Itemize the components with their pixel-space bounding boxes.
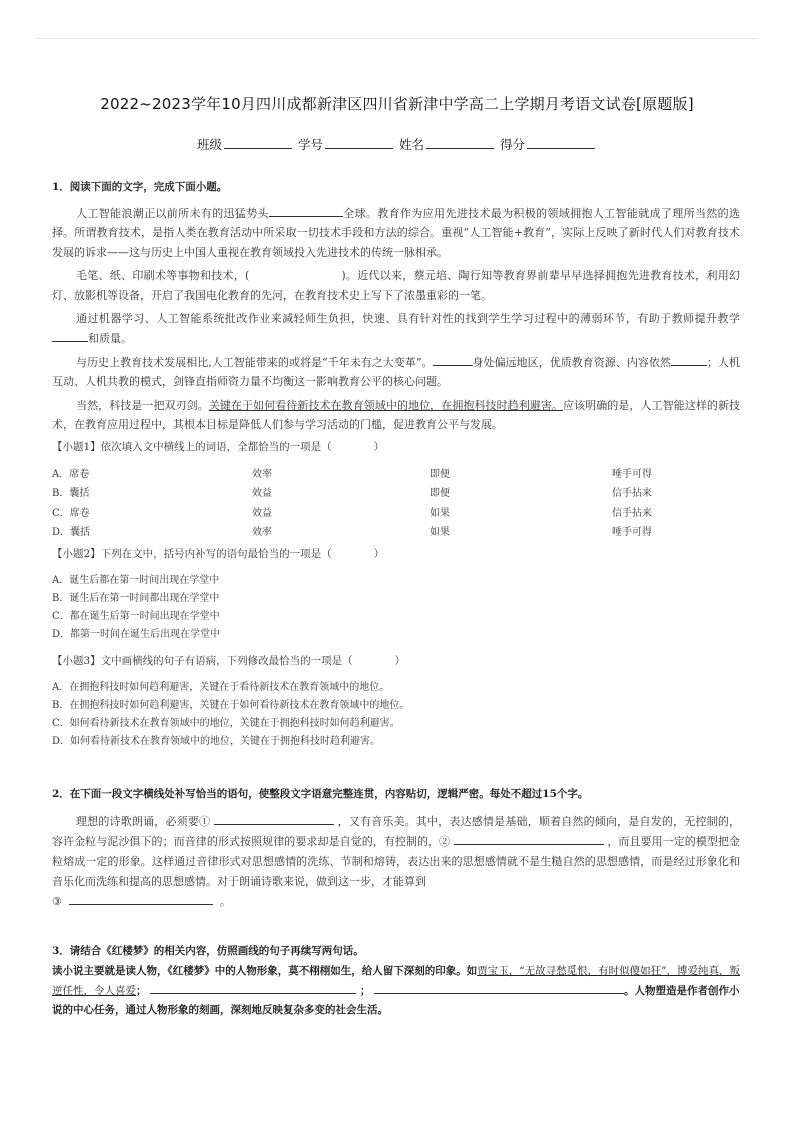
q3-underlined-example: 贾宝玉，“无故寻愁觅恨，有时似傻如狂”，博爱纯真，叛逆任性，令人喜	[52, 964, 740, 997]
q1-p4-text-c: ；人机互动、人机共教的模式，剑锋直指师资力量不均衡这一影响教育公平的核心问题。	[52, 355, 740, 389]
option-cell: 唾手可得	[612, 527, 652, 538]
option-row[interactable]	[52, 465, 652, 485]
option-cell: 效率	[252, 527, 272, 538]
option-cell: 如果	[430, 527, 450, 538]
option-cell: 效率	[252, 468, 272, 480]
option-cell: 如果	[430, 507, 450, 519]
id-label: 学号	[297, 137, 323, 152]
q1-subquestion-3	[52, 652, 740, 751]
option-cell: 即便	[430, 488, 450, 499]
q3-text-a: 读小说主要就是读人物，《红楼梦》中的人物形象，莫不栩栩如生，给人留下深刻的印象。如	[52, 964, 478, 977]
question-2-heading: 2．在下面一段文字横线处补写恰当的语句，使整段文字语意完整连贯，内容贴切，逻辑严密。每处不超过15个字。	[52, 788, 589, 800]
option-row[interactable]	[52, 484, 652, 504]
student-info-line	[0, 135, 794, 153]
name-label: 姓名	[398, 137, 424, 152]
score-label: 得分	[499, 137, 525, 152]
q1-p4-text-a: 与历史上教育技术发展相比,人工智能带来的或将是“千年未有之大变革”。	[76, 355, 433, 369]
q1-paragraph-4	[52, 353, 740, 392]
q1-blank-3[interactable]	[433, 353, 473, 366]
q1-p3-text-b: 和质量。	[88, 332, 132, 346]
q1-p1-text-b: 全球。教育作为应用先进技术最为积极的领域拥抱人工智能就成了理所当然的选择。所谓教育技术，是指人类在教育活动中所采取一切技术手段和方法的综合。重视“人工智能+教育”，实际上反映了新时代人们对教育技术发展的诉求——这与历史上中国人重视在教育领域投入先进技术的传统一脉相承。	[52, 206, 741, 259]
sub2-prompt: 【小题2】下列在文中，括号内补写的语句最恰当的一项是（ ）	[52, 548, 385, 560]
q2-last-line	[52, 892, 740, 912]
name-blank[interactable]	[426, 136, 494, 149]
sub1-prompt: 【小题1】依次填入文中横线上的词语，全都恰当的一项是（ ）	[52, 441, 385, 453]
question-3	[52, 942, 740, 1020]
option-cell: 唾手可得	[612, 468, 652, 480]
question-1-heading: 1．阅读下面的文字，完成下面小题。	[52, 181, 228, 193]
q1-paragraph-5	[52, 396, 740, 435]
sub3-prompt: 【小题3】文中画横线的句子有语病，下列修改最恰当的一项是（ ）	[52, 655, 406, 667]
q3-body	[52, 962, 740, 1020]
id-blank[interactable]	[325, 136, 393, 149]
option-cell: B．囊括	[52, 488, 90, 499]
question-3-heading: 3．请结合《红楼梦》的相关内容，仿照画线的句子再续写两句话。	[52, 945, 364, 957]
q3-blank-2[interactable]	[374, 981, 624, 994]
option[interactable]: C．都在诞生后第一时间出现在学堂中	[52, 610, 220, 622]
q3-text-d: 。人物塑造是作者创作小说的中心任务，通过人物形象的刻画，深刻地反映复杂多变的社会生活。	[52, 984, 740, 1016]
q1-p3-text-a: 通过机器学习、人工智能系统批改作业来减轻师生负担，快速、具有针对性的找到学生学习过程中的薄弱环节，有助于教师提升教学	[76, 312, 740, 326]
sub1-options	[52, 465, 652, 543]
q1-subquestion-1	[52, 438, 740, 543]
page-title: 2022~2023学年10月四川成都新津区四川省新津中学高二上学期月考语文试卷[原题版]	[100, 95, 694, 113]
q1-p1-text-a: 人工智能浪潮正以前所未有的迅猛势头	[76, 206, 269, 220]
score-blank[interactable]	[527, 136, 595, 149]
q2-paragraph	[52, 812, 740, 892]
option[interactable]: B．诞生后在第一时间都出现在学堂中	[52, 592, 220, 604]
option-cell: C．席卷	[52, 507, 90, 519]
q1-paragraph-3	[52, 309, 740, 348]
q1-p2-text-b: )。近代以来，蔡元培、陶行知等教育界前辈早早选择拥抱先进教育技术，利用幻灯、放影机等设备，开启了我国电化教育的先河，在教育技术史上写下了浓墨重彩的一笔。	[52, 269, 740, 302]
option-cell: A．席卷	[52, 468, 90, 480]
q2-text-c: ，而且要用一定的模型把金粒熔成一定的形象。这样通过音律形式对思想感情的洗练、节制和熔铸，表达出来的思想感情就不是生糙自然的思想感情，而是经过形象化和音乐化而洗练和提高的思想感情。对于朗诵诗歌来说，做到这一步，才能算到	[52, 834, 741, 888]
q1-underlined-sentence: 关键在于如何看待新技术在教育领域中的地位，在拥抱科技时趋利避害。	[208, 398, 563, 412]
sub3-options	[52, 679, 740, 751]
question-2	[52, 785, 740, 912]
q1-blank-4[interactable]	[671, 353, 707, 366]
q1-p4-text-b: 身处偏远地区，优质教育资源、内容依然	[472, 355, 671, 369]
option-cell: 效益	[252, 488, 272, 499]
q2-blank-2[interactable]	[454, 832, 604, 845]
q2-text-end: 。	[219, 894, 231, 908]
q3-semicolon-1: ；	[136, 984, 147, 997]
q3-semicolon-2: ；	[359, 984, 371, 997]
q3-underlined-example-end: 爱	[125, 984, 136, 997]
option-cell: 信手拈来	[612, 488, 652, 499]
option[interactable]: A．在拥抱科技时如何趋利避害，关键在于看待新技术在教育领域中的地位。	[52, 681, 390, 693]
option-cell: D．囊括	[52, 527, 91, 538]
q1-p5-text-b: 应该明确的是，人工智能这样的新技术，在教育应用过程中，其根本目标是降低人们参与学习活动的门槛，促进教育公平与发展。	[52, 398, 741, 432]
option[interactable]: B．在拥抱科技时如何趋利避害，关键在于如何看待新技术在教育领域中的地位。	[52, 699, 410, 711]
sub2-options	[52, 572, 740, 644]
option-row[interactable]	[52, 504, 652, 524]
option-cell: 效益	[252, 507, 272, 519]
option[interactable]: D．如何看待新技术在教育领域中的地位，关键在于拥抱科技时趋利避害。	[52, 735, 381, 747]
q1-paragraph-2	[52, 266, 740, 305]
q2-text-b: ，又有音乐美。其中，表达感情是基础，顺着自然的倾向，是自发的，无控制的，容许金粒与泥沙俱下的；而音律的形式按照规律的要求却是自觉的，有控制的，②	[52, 814, 741, 848]
question-1	[52, 178, 740, 435]
class-label: 班级	[196, 137, 222, 152]
class-blank[interactable]	[224, 136, 292, 149]
q1-subquestion-2	[52, 545, 740, 644]
q2-blank-3[interactable]	[69, 892, 213, 905]
q2-text-a: 理想的诗歌朗诵，必须要①	[76, 814, 211, 828]
header-rule	[36, 38, 758, 39]
q1-p2-text-a: 毛笔、纸、印刷术等事物和技术，(	[76, 269, 250, 283]
q2-blank-1[interactable]	[214, 812, 334, 825]
q1-p5-text-a: 当然，科技是一把双刃剑。	[76, 398, 209, 412]
q1-blank-2[interactable]	[52, 329, 88, 342]
q1-blank-1[interactable]	[269, 204, 343, 217]
q1-paragraph-1	[52, 204, 740, 263]
q3-blank-1[interactable]	[150, 981, 356, 994]
option[interactable]: A．诞生后都在第一时间出现在学堂中	[52, 574, 220, 586]
option[interactable]: C．如何看待新技术在教育领域中的地位，关键在于拥抱科技时如何趋利避害。	[52, 717, 400, 729]
option-cell: 信手拈来	[612, 507, 652, 519]
option-row[interactable]	[52, 523, 652, 543]
q2-marker-3: ③	[52, 894, 62, 908]
option[interactable]: D．都第一时间在诞生后出现在学堂中	[52, 628, 221, 640]
option-cell: 即便	[430, 468, 450, 480]
